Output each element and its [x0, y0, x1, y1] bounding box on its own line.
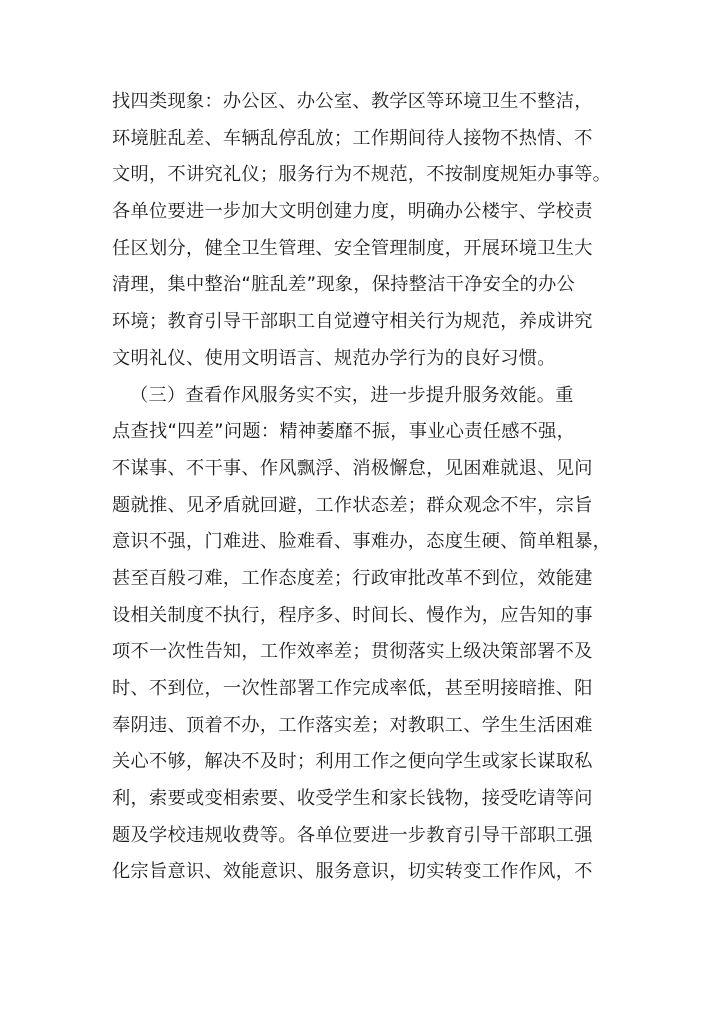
text-line: 时、不到位，一次性部署工作完成率低，甚至明接暗推、阳: [112, 678, 593, 699]
text-line: 题及学校违规收费等。各单位要进一步教育引导干部职工强: [112, 824, 593, 846]
text-line: 文明礼仪、使用文明语言、规范办学行为的良好习惯。: [112, 347, 556, 369]
text-line: 题就推、见矛盾就回避，工作状态差；群众观念不牢，宗旨: [112, 494, 593, 516]
text-line: 关心不够，解决不及时；利用工作之便向学生或家长谋取私: [112, 751, 593, 773]
text-line: 任区划分，健全卫生管理、安全管理制度，开展环境卫生大: [112, 237, 593, 259]
text-line: 环境；教育引导干部职工自觉遵守相关行为规范，养成讲究: [112, 311, 593, 333]
text-line: 文明，不讲究礼仪；服务行为不规范，不按制度规矩办事等。: [112, 164, 612, 186]
body-text: [112, 84, 612, 891]
text-line: 清理，集中整治“脏乱差”现象，保持整洁干净安全的办公: [112, 274, 576, 296]
text-line: 甚至百般刁难，工作态度差；行政审批改革不到位，效能建: [112, 567, 593, 589]
section-heading-line: （三）查看作风服务实不实，进一步提升服务效能。重: [130, 384, 574, 406]
text-line: 化宗旨意识、效能意识、服务意识，切实转变工作作风，不: [112, 861, 593, 883]
text-line: 奉阴违、顶着不办，工作落实差；对教职工、学生生活困难: [112, 714, 593, 736]
text-line: 项不一次性告知，工作效率差；贯彻落实上级决策部署不及: [112, 641, 593, 663]
text-line: 利，索要或变相索要、收受学生和家长钱物，接受吃请等问: [112, 788, 593, 810]
text-line: 点查找“四差”问题：精神萎靡不振，事业心责任感不强，: [112, 421, 576, 443]
text-line: 意识不强，门难进、脸难看、事难办，态度生硬、简单粗暴，: [112, 531, 612, 553]
text-line: 找四类现象：办公区、办公室、教学区等环境卫生不整洁，: [112, 91, 593, 112]
text-line: 各单位要进一步加大文明创建力度，明确办公楼宇、学校责: [112, 201, 593, 223]
text-line: 环境脏乱差、车辆乱停乱放；工作期间待人接物不热情、不: [112, 127, 593, 149]
text-line: 设相关制度不执行，程序多、时间长、慢作为，应告知的事: [112, 604, 593, 626]
text-line: 不谋事、不干事、作风飘浮、消极懈怠，见困难就退、见问: [112, 457, 593, 479]
